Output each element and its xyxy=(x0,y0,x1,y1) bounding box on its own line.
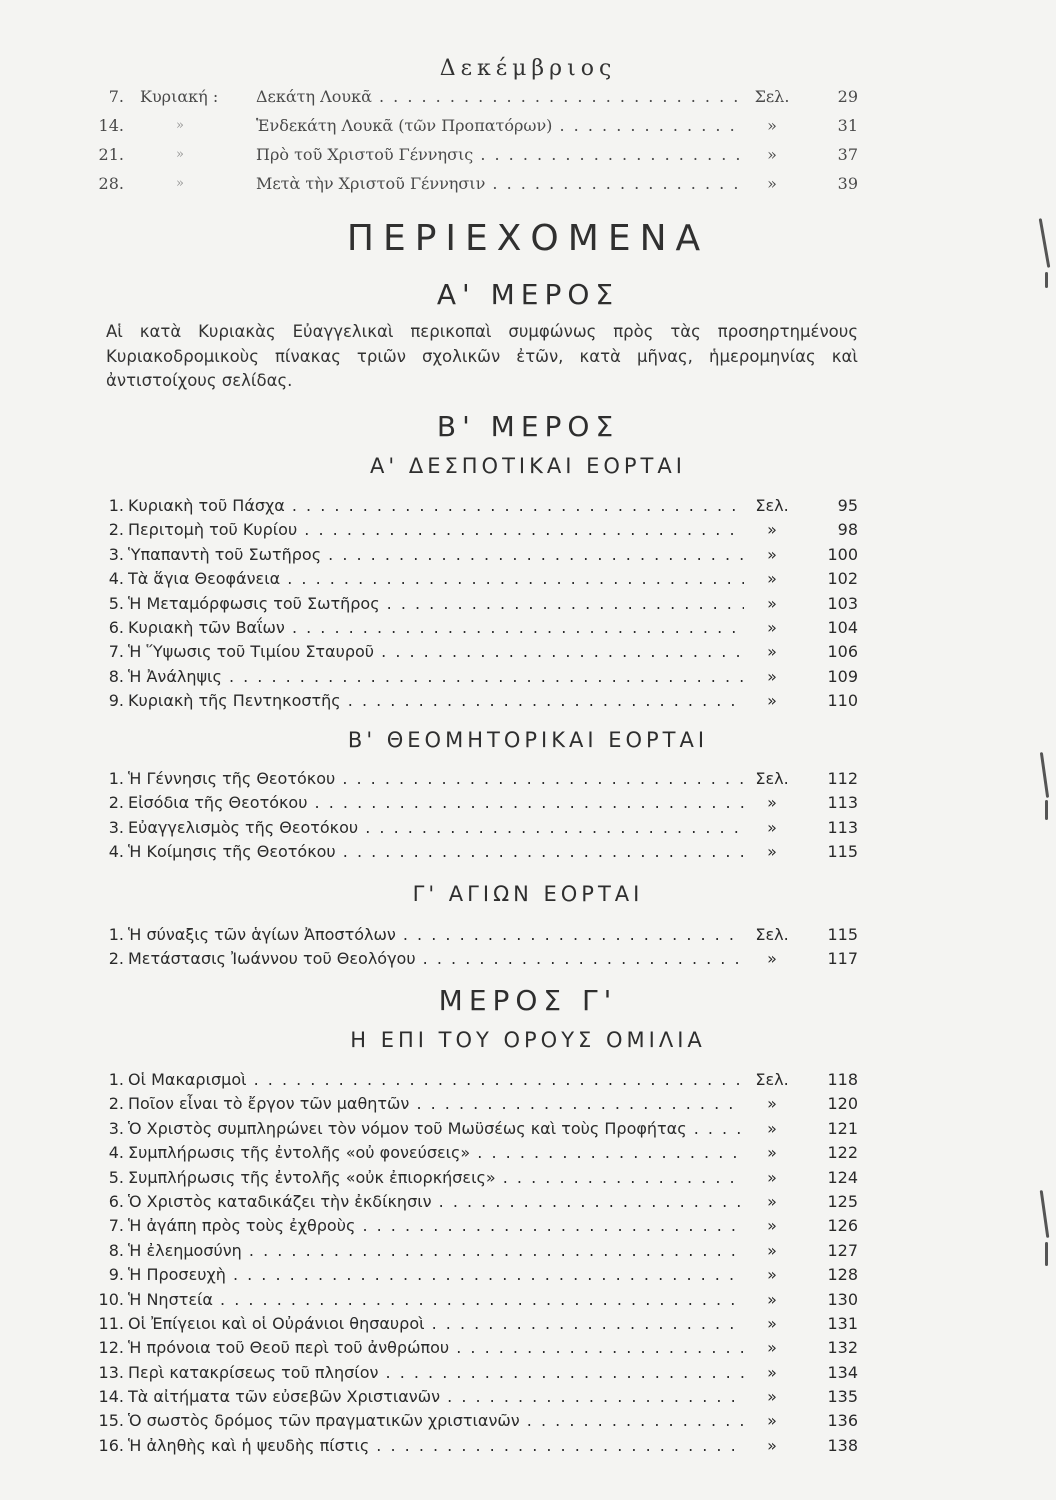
entry-page-label: » xyxy=(744,1214,800,1238)
entry-number: 6. xyxy=(108,1191,124,1211)
entry-page: 127 xyxy=(827,1240,858,1260)
entry-title: Οἱ Μακαρισμοὶ . . . xyxy=(128,1068,760,1092)
entry-page: 138 xyxy=(827,1435,858,1455)
entry-day: Κυριακή : xyxy=(140,87,219,106)
section-list xyxy=(0,1068,1056,1458)
december-entry xyxy=(0,82,1056,111)
entry-title: Δεκάτη Λουκᾶ . . . xyxy=(256,82,756,111)
entry-page-label: » xyxy=(744,1190,800,1214)
entry-page: 39 xyxy=(837,174,858,193)
entry-page: 106 xyxy=(827,642,858,662)
entry-page: 136 xyxy=(827,1411,858,1431)
entry-number: 14. xyxy=(98,1387,124,1407)
section-list xyxy=(0,923,1056,972)
toc-entry xyxy=(0,1434,1056,1458)
toc-entry xyxy=(0,1190,1056,1214)
entry-page: 115 xyxy=(827,842,858,862)
entry-number: 12. xyxy=(98,1338,124,1358)
entry-page: 37 xyxy=(837,145,858,164)
entry-page-label: » xyxy=(744,1409,800,1433)
toc-entry xyxy=(0,1214,1056,1238)
entry-number: 9. xyxy=(108,691,124,711)
entry-title: Ἡ Γέννησις τῆς Θεοτόκου . . . xyxy=(128,767,760,791)
toc-entry xyxy=(0,689,1056,713)
part-c-subtitle: Η ΕΠΙ ΤΟΥ ΟΡΟΥΣ ΟΜΙΛΙΑ xyxy=(350,1028,706,1052)
entry-page: 125 xyxy=(827,1191,858,1211)
entry-page-label: » xyxy=(744,140,800,169)
entry-number: 1. xyxy=(108,925,124,944)
toc-entry xyxy=(0,1117,1056,1141)
entry-number: 3. xyxy=(108,544,124,564)
entry-page: 113 xyxy=(827,817,858,837)
entry-page: 100 xyxy=(827,544,858,564)
part-b-title: Β' ΜΕΡΟΣ xyxy=(436,410,620,443)
entry-title: Ἑνδεκάτη Λουκᾶ (τῶν Προπατόρων) . . . xyxy=(256,111,756,140)
entry-page-label: » xyxy=(744,616,800,640)
entry-page: 132 xyxy=(827,1338,858,1358)
entry-page: 135 xyxy=(827,1387,858,1407)
entry-number: 7. xyxy=(108,87,124,106)
entry-title: Ἡ πρόνοια τοῦ Θεοῦ περὶ τοῦ ἀνθρώπου . . . xyxy=(128,1336,760,1360)
toc-entry xyxy=(0,1312,1056,1336)
entry-number: 14. xyxy=(98,116,124,135)
entry-title: Κυριακὴ τῶν Βαΐων . . . xyxy=(128,616,760,640)
entry-number: 1. xyxy=(108,496,124,515)
entry-page-label: » xyxy=(744,518,800,542)
entry-page-label: » xyxy=(744,665,800,689)
toc-entry xyxy=(0,816,1056,840)
entry-number: 2. xyxy=(108,520,124,540)
binding-mark xyxy=(1045,800,1048,820)
entry-title: Ἡ ἐλεημοσύνη . . . xyxy=(128,1239,760,1263)
entry-page-label: » xyxy=(744,1336,800,1360)
section-title: Β' ΘΕΟΜΗΤΟΡΙΚΑΙ ΕΟΡΤΑΙ xyxy=(347,728,709,752)
entry-page: 103 xyxy=(827,593,858,613)
entry-page-label: » xyxy=(744,1434,800,1458)
entry-page-label: » xyxy=(744,840,800,864)
december-list xyxy=(0,82,1056,198)
entry-page: 95 xyxy=(837,496,858,515)
entry-number: 16. xyxy=(98,1435,124,1455)
toc-entry xyxy=(0,665,1056,689)
toc-entry xyxy=(0,1385,1056,1409)
entry-page-label: » xyxy=(744,111,800,140)
entry-title: Τὰ ἅγια Θεοφάνεια . . . xyxy=(128,567,760,591)
december-entry xyxy=(0,169,1056,198)
entry-page-label: » xyxy=(744,592,800,616)
entry-title: Ὁ Χριστὸς συμπληρώνει τὸν νόμον τοῦ Μωϋσέως καὶ τοὺς Προφήτας . . . xyxy=(128,1117,760,1141)
toc-entry xyxy=(0,1336,1056,1360)
toc-entry xyxy=(0,1166,1056,1190)
entry-number: 8. xyxy=(108,1240,124,1260)
entry-number: 4. xyxy=(108,1143,124,1163)
entry-page-label: Σελ. xyxy=(744,494,800,518)
entry-title: Ποῖον εἶναι τὸ ἔργον τῶν μαθητῶν . . . xyxy=(128,1092,760,1116)
entry-page-label: » xyxy=(744,1385,800,1409)
entry-page-label: » xyxy=(744,1092,800,1116)
entry-number: 7. xyxy=(108,642,124,662)
entry-page-label: » xyxy=(744,1288,800,1312)
toc-entry xyxy=(0,1361,1056,1385)
entry-number: 1. xyxy=(108,1070,124,1089)
entry-page-label: » xyxy=(744,791,800,815)
december-entry xyxy=(0,140,1056,169)
entry-title: Περιτομὴ τοῦ Κυρίου . . . xyxy=(128,518,760,542)
toc-entry xyxy=(0,640,1056,664)
entry-title: Συμπλήρωσις τῆς ἐντολῆς «οὐκ ἐπιορκήσεις» . . . xyxy=(128,1166,760,1190)
entry-page-label: » xyxy=(744,1239,800,1263)
entry-title: Ἡ ἀγάπη πρὸς τοὺς ἐχθροὺς . . . xyxy=(128,1214,760,1238)
binding-mark xyxy=(1045,1242,1048,1266)
entry-number: 15. xyxy=(98,1411,124,1431)
entry-page-label: » xyxy=(744,567,800,591)
entry-page: 109 xyxy=(827,666,858,686)
toc-entry xyxy=(0,1141,1056,1165)
entry-number: 13. xyxy=(98,1362,124,1382)
entry-number: 4. xyxy=(108,569,124,589)
entry-title: Πρὸ τοῦ Χριστοῦ Γέννησις . . . xyxy=(256,140,756,169)
entry-number: 9. xyxy=(108,1265,124,1285)
entry-number: 7. xyxy=(108,1216,124,1236)
entry-number: 5. xyxy=(108,593,124,613)
entry-title: Ἡ Προσευχὴ . . . xyxy=(128,1263,760,1287)
entry-title: Ἡ ἀληθὴς καὶ ἡ ψευδὴς πίστις . . . xyxy=(128,1434,760,1458)
entry-page-label: » xyxy=(744,543,800,567)
entry-title: Ἡ Νηστεία . . . xyxy=(128,1288,760,1312)
entry-number: 4. xyxy=(108,842,124,862)
entry-title: Μετὰ τὴν Χριστοῦ Γέννησιν . . . xyxy=(256,169,756,198)
entry-day: » xyxy=(176,176,184,191)
entry-title: Συμπλήρωσις τῆς ἐντολῆς «οὐ φονεύσεις» . . . xyxy=(128,1141,760,1165)
toc-entry xyxy=(0,494,1056,518)
entry-page: 29 xyxy=(837,87,858,106)
part-a-title: Α' ΜΕΡΟΣ xyxy=(436,278,620,311)
entry-page: 118 xyxy=(827,1070,858,1089)
entry-title: Περὶ κατακρίσεως τοῦ πλησίον . . . xyxy=(128,1361,760,1385)
entry-number: 6. xyxy=(108,617,124,637)
entry-page: 131 xyxy=(827,1313,858,1333)
entry-page: 102 xyxy=(827,569,858,589)
entry-title: Ἡ Μεταμόρφωσις τοῦ Σωτῆρος . . . xyxy=(128,592,760,616)
toc-entry xyxy=(0,840,1056,864)
entry-number: 11. xyxy=(98,1313,124,1333)
toc-entry xyxy=(0,947,1056,971)
entry-page-label: » xyxy=(744,1361,800,1385)
entry-page-label: » xyxy=(744,1312,800,1336)
entry-page-label: » xyxy=(744,1117,800,1141)
entry-page: 117 xyxy=(827,949,858,969)
entry-title: Μετάστασις Ἰωάννου τοῦ Θεολόγου . . . xyxy=(128,947,760,971)
entry-page-label: » xyxy=(744,1141,800,1165)
entry-page-label: » xyxy=(744,640,800,664)
entry-number: 3. xyxy=(108,817,124,837)
section-list xyxy=(0,494,1056,714)
entry-page-label: » xyxy=(744,689,800,713)
binding-mark xyxy=(1045,272,1048,288)
entry-number: 28. xyxy=(98,174,124,193)
toc-entry xyxy=(0,791,1056,815)
entry-page: 104 xyxy=(827,617,858,637)
entry-title: Ἡ σύναξις τῶν ἁγίων Ἀποστόλων . . . xyxy=(128,923,760,947)
entry-page: 120 xyxy=(827,1094,858,1114)
entry-page: 124 xyxy=(827,1167,858,1187)
entry-number: 3. xyxy=(108,1118,124,1138)
entry-page: 115 xyxy=(827,925,858,944)
entry-page: 128 xyxy=(827,1265,858,1285)
entry-day: » xyxy=(176,147,184,162)
entry-page-label: Σελ. xyxy=(744,923,800,947)
entry-day: » xyxy=(176,118,184,133)
entry-number: 5. xyxy=(108,1167,124,1187)
month-heading: Δεκέμβριος xyxy=(439,56,617,81)
entry-page-label: » xyxy=(744,1263,800,1287)
entry-page: 113 xyxy=(827,793,858,813)
entry-number: 1. xyxy=(108,769,124,788)
toc-entry xyxy=(0,1288,1056,1312)
part-a-description: Αἱ κατὰ Κυριακὰς Εὐαγγελικαὶ περικοπαὶ συμφώνως πρὸς τὰς προσηρτημένους Κυριακοδρομικοὺς πίνακας τριῶν σχολικῶν ἐτῶν, κατὰ μῆνας, ἡμερομηνίας καὶ ἀντιστοίχους σελίδας. xyxy=(106,322,858,390)
section-title: Α' ΔΕΣΠΟΤΙΚΑΙ ΕΟΡΤΑΙ xyxy=(370,454,686,478)
toc-entry xyxy=(0,616,1056,640)
entry-page-label: Σελ. xyxy=(744,1068,800,1092)
entry-number: 2. xyxy=(108,793,124,813)
entry-page: 122 xyxy=(827,1143,858,1163)
entry-page: 31 xyxy=(837,116,858,135)
entry-page-label: » xyxy=(744,1166,800,1190)
entry-page-label: » xyxy=(744,816,800,840)
section-list xyxy=(0,767,1056,865)
section-title: Γ' ΑΓΙΩΝ ΕΟΡΤΑΙ xyxy=(412,882,644,906)
toc-entry xyxy=(0,1068,1056,1092)
page-title: ΠΕΡΙΕΧΟΜΕΝΑ xyxy=(346,218,710,259)
entry-title: Ὁ Χριστὸς καταδικάζει τὴν ἐκδίκησιν . . . xyxy=(128,1190,760,1214)
entry-title: Εὐαγγελισμὸς τῆς Θεοτόκου . . . xyxy=(128,816,760,840)
entry-page-label: » xyxy=(744,169,800,198)
entry-title: Ἡ Κοίμησις τῆς Θεοτόκου . . . xyxy=(128,840,760,864)
entry-title: Ὑπαπαντὴ τοῦ Σωτῆρος . . . xyxy=(128,543,760,567)
entry-page: 126 xyxy=(827,1216,858,1236)
entry-title: Εἰσόδια τῆς Θεοτόκου . . . xyxy=(128,791,760,815)
part-c-title: ΜΕΡΟΣ Γ' xyxy=(438,984,618,1017)
toc-entry xyxy=(0,592,1056,616)
entry-title: Τὰ αἰτήματα τῶν εὐσεβῶν Χριστιανῶν . . . xyxy=(128,1385,760,1409)
entry-title: Ὁ σωστὸς δρόμος τῶν πραγματικῶν χριστιανῶν . . . xyxy=(128,1409,760,1433)
entry-page: 130 xyxy=(827,1289,858,1309)
entry-title: Οἱ Ἐπίγειοι καὶ οἱ Οὐράνιοι θησαυροὶ . . . xyxy=(128,1312,760,1336)
entry-title: Κυριακὴ τοῦ Πάσχα . . . xyxy=(128,494,760,518)
entry-number: 2. xyxy=(108,949,124,969)
entry-page: 134 xyxy=(827,1362,858,1382)
toc-entry xyxy=(0,518,1056,542)
entry-page: 110 xyxy=(827,691,858,711)
toc-entry xyxy=(0,767,1056,791)
toc-entry xyxy=(0,1409,1056,1433)
toc-entry xyxy=(0,543,1056,567)
december-entry xyxy=(0,111,1056,140)
toc-entry xyxy=(0,1239,1056,1263)
toc-entry xyxy=(0,1263,1056,1287)
toc-entry xyxy=(0,1092,1056,1116)
entry-title: Ἡ Ὕψωσις τοῦ Τιμίου Σταυροῦ . . . xyxy=(128,640,760,664)
entry-number: 2. xyxy=(108,1094,124,1114)
entry-page-label: Σελ. xyxy=(744,767,800,791)
entry-number: 21. xyxy=(98,145,124,164)
entry-page-label: » xyxy=(744,947,800,971)
entry-title: Ἡ Ἀνάληψις . . . xyxy=(128,665,760,689)
entry-page: 98 xyxy=(837,520,858,540)
entry-page: 121 xyxy=(827,1118,858,1138)
entry-number: 10. xyxy=(98,1289,124,1309)
entry-page: 112 xyxy=(827,769,858,788)
entry-number: 8. xyxy=(108,666,124,686)
toc-entry xyxy=(0,567,1056,591)
toc-entry xyxy=(0,923,1056,947)
entry-title: Κυριακὴ τῆς Πεντηκοστῆς . . . xyxy=(128,689,760,713)
entry-page-label: Σελ. xyxy=(744,82,800,111)
